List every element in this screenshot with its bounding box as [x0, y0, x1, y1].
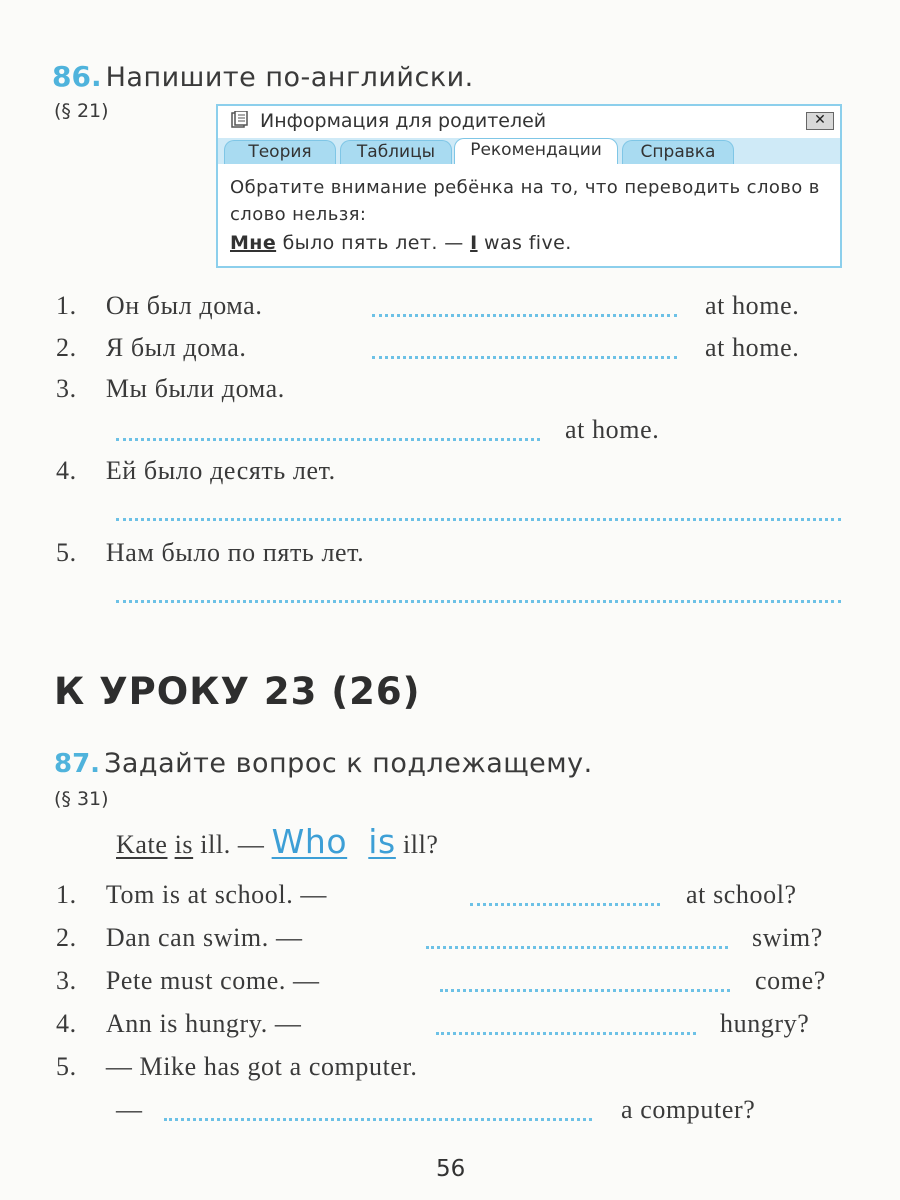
info-tabs — [218, 138, 840, 164]
item-number: 2. — [56, 333, 77, 362]
answer-line[interactable] — [116, 518, 841, 521]
example-tail: ill? — [395, 830, 439, 859]
exercise-number: 87. — [54, 749, 101, 779]
answer-line[interactable] — [372, 356, 677, 359]
book-icon — [230, 111, 250, 134]
close-icon: ✕ — [814, 112, 826, 128]
info-example — [230, 232, 572, 254]
item-text: Мы были дома. — [105, 374, 285, 403]
item-tail: at home. — [705, 291, 800, 320]
parent-info-window — [216, 104, 842, 268]
item-tail: come? — [755, 966, 826, 995]
answer-line[interactable] — [164, 1118, 592, 1121]
ex87-item-1 — [56, 880, 327, 910]
tab-recommendations[interactable]: Рекомендации — [454, 138, 618, 164]
item-number: 4. — [56, 1009, 77, 1038]
item-number: 4. — [56, 456, 77, 485]
ex86-item-3 — [56, 374, 285, 404]
lesson-heading: К УРОКУ 23 (26) — [54, 670, 421, 713]
item-text: Я был дома. — [105, 333, 247, 362]
example-rest: ill. — — [193, 830, 272, 859]
answer-line[interactable] — [436, 1032, 696, 1035]
ex87-item-5 — [56, 1052, 417, 1082]
ex86-item-4 — [56, 456, 336, 486]
example-ru-word: Мне — [230, 232, 277, 254]
exercise-title: Напишите по-английски. — [105, 62, 474, 93]
tab-help[interactable]: Справка — [622, 140, 734, 164]
answer-line[interactable] — [116, 600, 841, 603]
ex86-item-1 — [56, 291, 262, 321]
item-tail: at home. — [565, 415, 660, 444]
item-text: Dan can swim. — — [105, 923, 303, 952]
handwritten-answer-is: is — [368, 822, 396, 861]
item-tail: at school? — [686, 880, 797, 909]
item-number: 3. — [56, 966, 77, 995]
info-window-titlebar — [218, 106, 840, 136]
grammar-reference: (§ 31) — [54, 788, 109, 810]
item-text: Tom is at school. — — [105, 880, 327, 909]
answer-line[interactable] — [440, 989, 730, 992]
item-number: 5. — [56, 538, 77, 567]
item-number: 2. — [56, 923, 77, 952]
tab-tables[interactable]: Таблицы — [340, 140, 452, 164]
ex87-example — [116, 822, 439, 861]
example-en-word: I — [470, 232, 478, 254]
item-tail: hungry? — [720, 1009, 810, 1038]
handwritten-answer-who: Who — [271, 822, 348, 861]
close-button[interactable] — [806, 112, 834, 130]
item-number: 3. — [56, 374, 77, 403]
exercise-number: 86. — [52, 60, 102, 93]
exercise-title: Задайте вопрос к подлежащему. — [104, 748, 593, 779]
item-number: 1. — [56, 291, 77, 320]
example-en-rest: was five. — [477, 232, 572, 254]
exercise-87-header — [54, 748, 593, 779]
answer-line[interactable] — [372, 314, 677, 317]
tab-theory[interactable]: Теория — [224, 140, 336, 164]
item-text: Ann is hungry. — — [105, 1009, 302, 1038]
item-tail: a computer? — [621, 1095, 756, 1124]
exercise-86-header — [52, 60, 474, 93]
example-ru-rest: было пять лет. — — [276, 232, 471, 254]
ex87-item-4 — [56, 1009, 302, 1039]
item-dash: — — [116, 1095, 143, 1124]
item-tail: swim? — [752, 923, 823, 952]
info-window-title: Информация для родителей — [260, 110, 547, 132]
ex87-item-3 — [56, 966, 320, 996]
item-number: 1. — [56, 880, 77, 909]
item-text: Он был дома. — [105, 291, 263, 320]
info-text: Обратите внимание ребёнка на то, что переводить слово в слово нельзя: — [230, 177, 820, 225]
item-text: — Mike has got a computer. — [105, 1052, 418, 1081]
answer-line[interactable] — [116, 438, 540, 441]
item-text: Нам было по пять лет. — [105, 538, 365, 567]
ex86-item-2 — [56, 333, 246, 363]
page-number: 56 — [436, 1156, 466, 1182]
item-text: Pete must come. — — [105, 966, 320, 995]
answer-line[interactable] — [470, 903, 660, 906]
ex87-item-2 — [56, 923, 303, 953]
item-tail: at home. — [705, 333, 800, 362]
example-verb: is — [174, 830, 194, 859]
grammar-reference: (§ 21) — [54, 100, 109, 122]
answer-line[interactable] — [426, 946, 728, 949]
ex86-item-5 — [56, 538, 364, 568]
item-text: Ей было десять лет. — [105, 456, 336, 485]
example-subject: Kate — [116, 830, 168, 859]
item-number: 5. — [56, 1052, 77, 1081]
